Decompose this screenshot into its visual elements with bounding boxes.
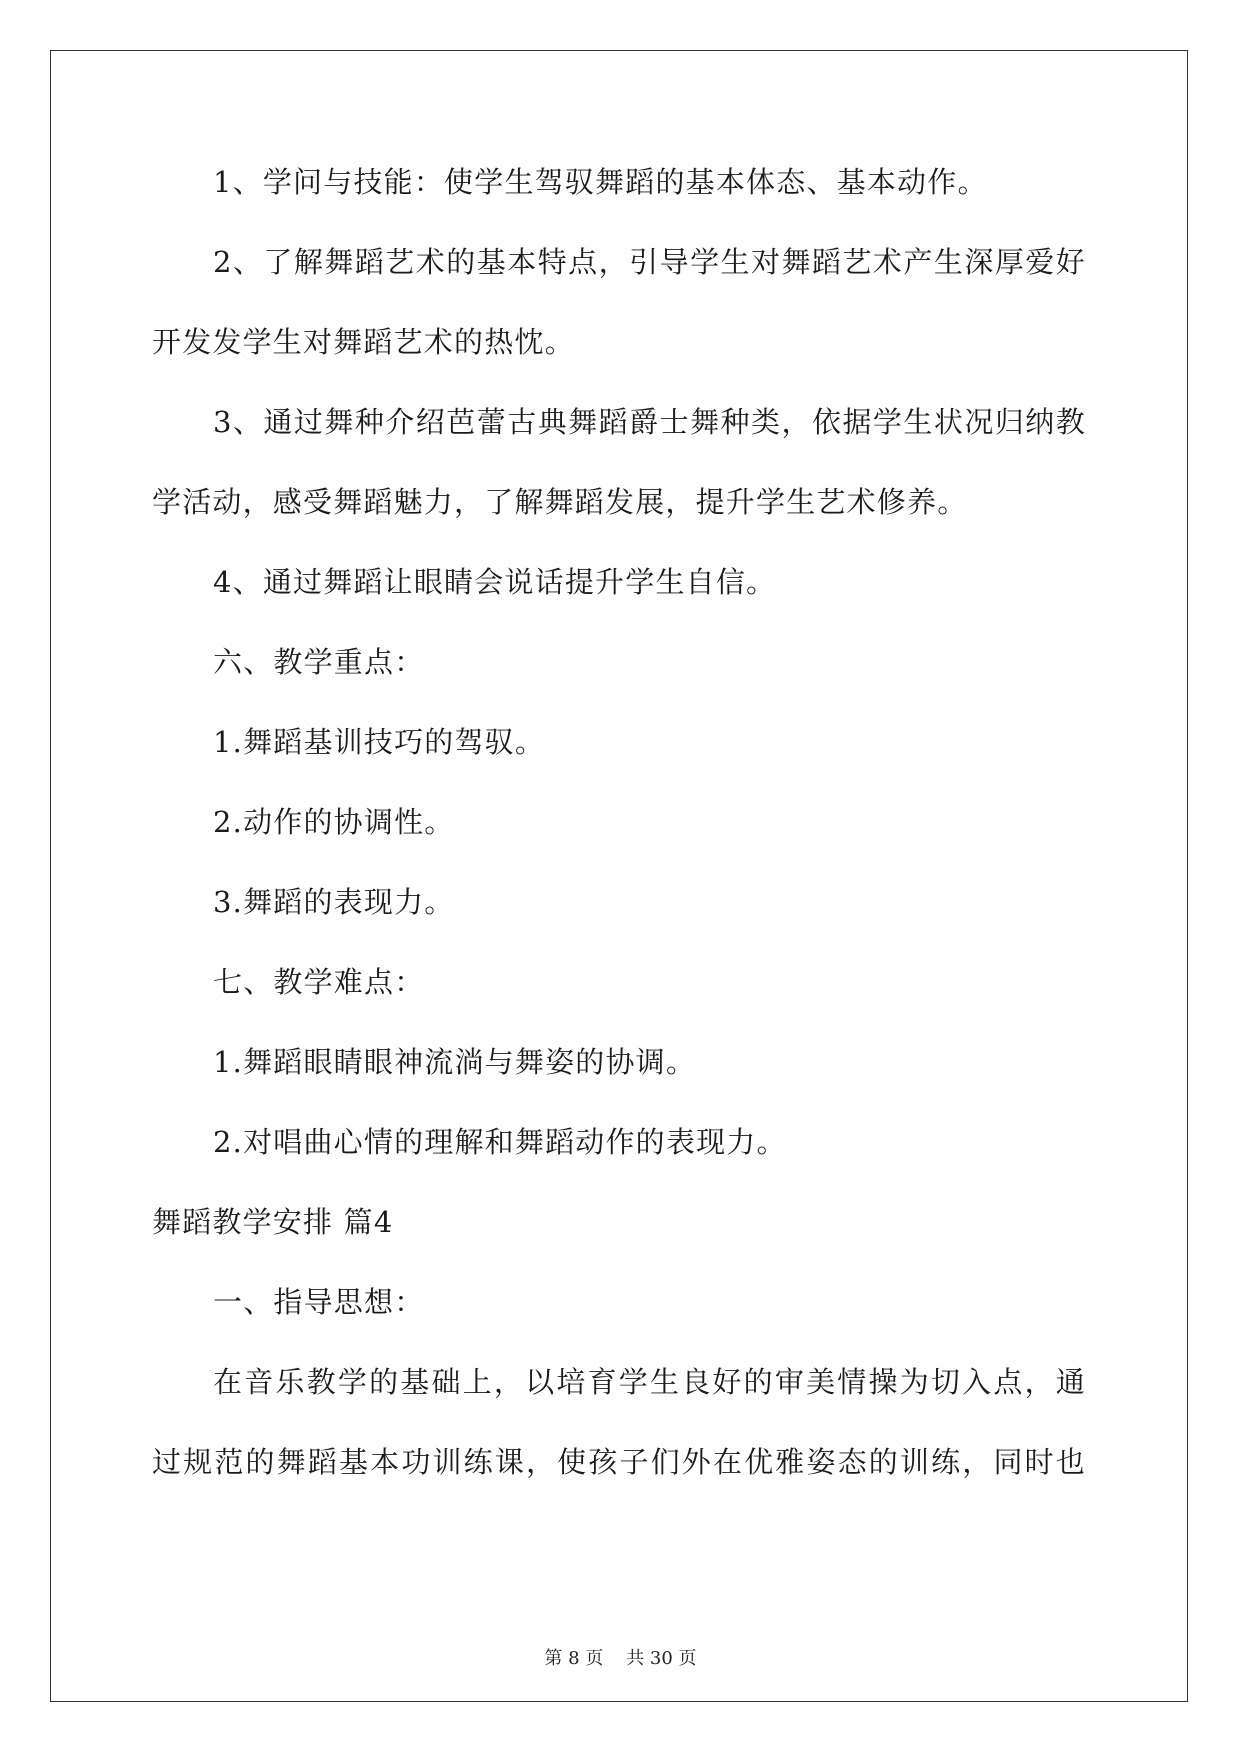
paragraph-goal-4: 4、通过舞蹈让眼睛会说话提升学生自信。 [213,565,777,599]
section-heading-guiding-ideology: 一、指导思想： [213,1285,425,1319]
article-title-part-4: 舞蹈教学安排 篇4 [152,1205,394,1239]
difficulty-2: 2.对唱曲心情的理解和舞蹈动作的表现力。 [213,1125,787,1159]
paragraph-goal-2-line-1: 2、了解舞蹈艺术的基本特点，引导学生对舞蹈艺术产生深厚爱好 [213,245,1086,279]
paragraph-ideology-line-1: 在音乐教学的基础上，以培育学生良好的审美情操为切入点，通 [213,1365,1086,1399]
paragraph-goal-3-line-2: 学活动，感受舞蹈魅力，了解舞蹈发展，提升学生艺术修养。 [152,485,968,519]
paragraph-goal-3-line-1: 3、通过舞种介绍芭蕾古典舞蹈爵士舞种类，依据学生状况归纳教 [213,405,1086,439]
difficulty-1: 1.舞蹈眼睛眼神流淌与舞姿的协调。 [213,1045,697,1079]
paragraph-ideology-line-2: 过规范的舞蹈基本功训练课，使孩子们外在优雅姿态的训练，同时也 [152,1445,1086,1479]
key-point-3: 3.舞蹈的表现力。 [213,885,455,919]
section-heading-difficulties: 七、教学难点： [213,965,425,999]
key-point-2: 2.动作的协调性。 [213,805,455,839]
paragraph-goal-2-line-2: 开发发学生对舞蹈艺术的热忱。 [152,325,575,359]
section-heading-key-points: 六、教学重点： [213,645,425,679]
page-number-footer: 第 8 页 共 30 页 [544,1648,697,1669]
key-point-1: 1.舞蹈基训技巧的驾驭。 [213,725,546,759]
paragraph-goal-1: 1、学问与技能：使学生驾驭舞蹈的基本体态、基本动作。 [213,165,988,199]
